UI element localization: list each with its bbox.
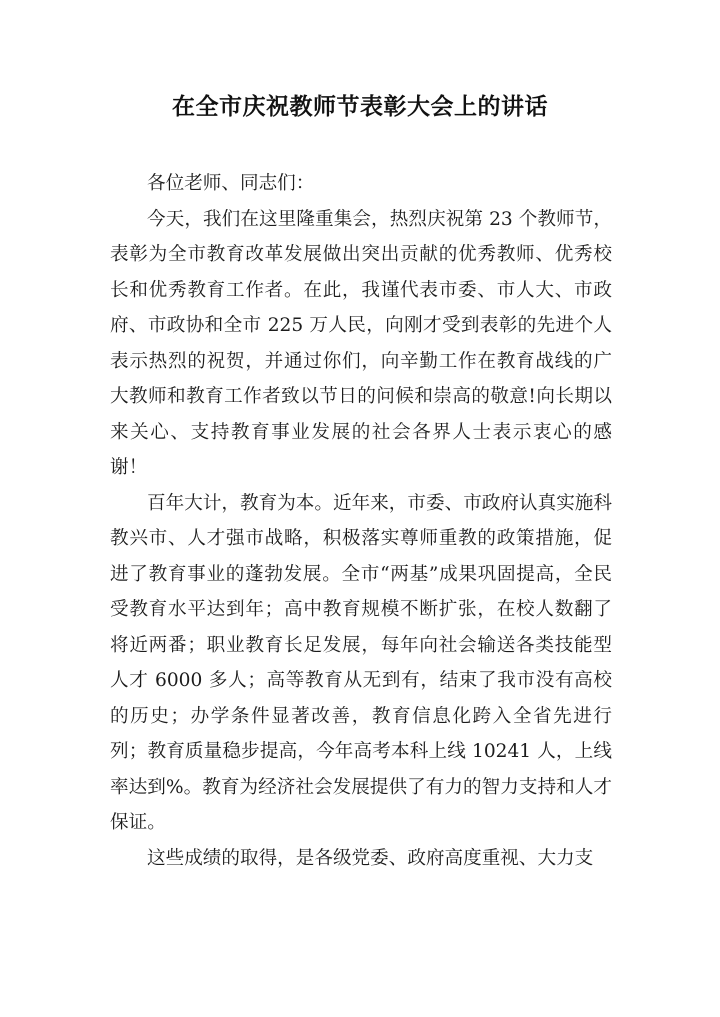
paragraph-1: 今天，我们在这里隆重集会，热烈庆祝第 23 个教师节，表彰为全市教育改革发展做出突出贡献的优秀教师、优秀校长和优秀教育工作者。在此，我谨代表市委、市人大、市政府、市政协和全市 225 万人民，向刚才受到表彰的先进个人表示热烈的祝贺，并通过你们，向辛勤工作在教育战线的广大教师和教育工作者致以节日的问候和崇高的敬意!向长期以来关心、支持教育事业发展的社会各界人士表示衷心的感谢！ bbox=[110, 208, 612, 478]
paragraph-2: 百年大计，教育为本。近年来，市委、市政府认真实施科教兴市、人才强市战略，积极落实尊师重教的政策措施，促进了教育事业的蓬勃发展。全市“两基”成果巩固提高，全民受教育水平达到年；高中教育规模不断扩张，在校人数翻了将近两番；职业教育长足发展，每年向社会输送各类技能型人才 6000 多人；高等教育从无到有，结束了我市没有高校的历史；办学条件显著改善，教育信息化跨入全省先进行列；教育质量稳步提高，今年高考本科上线 10241 人，上线率达到%。教育为经济社会发展提供了有力的智力支持和人才保证。 bbox=[110, 492, 612, 833]
paragraph-3: 这些成绩的取得，是各级党委、政府高度重视、大力支 bbox=[147, 847, 594, 869]
document-body bbox=[110, 166, 612, 876]
salutation: 各位老师、同志们： bbox=[147, 173, 315, 194]
document-title: 在全市庆祝教师节表彰大会上的讲话 bbox=[172, 94, 548, 120]
